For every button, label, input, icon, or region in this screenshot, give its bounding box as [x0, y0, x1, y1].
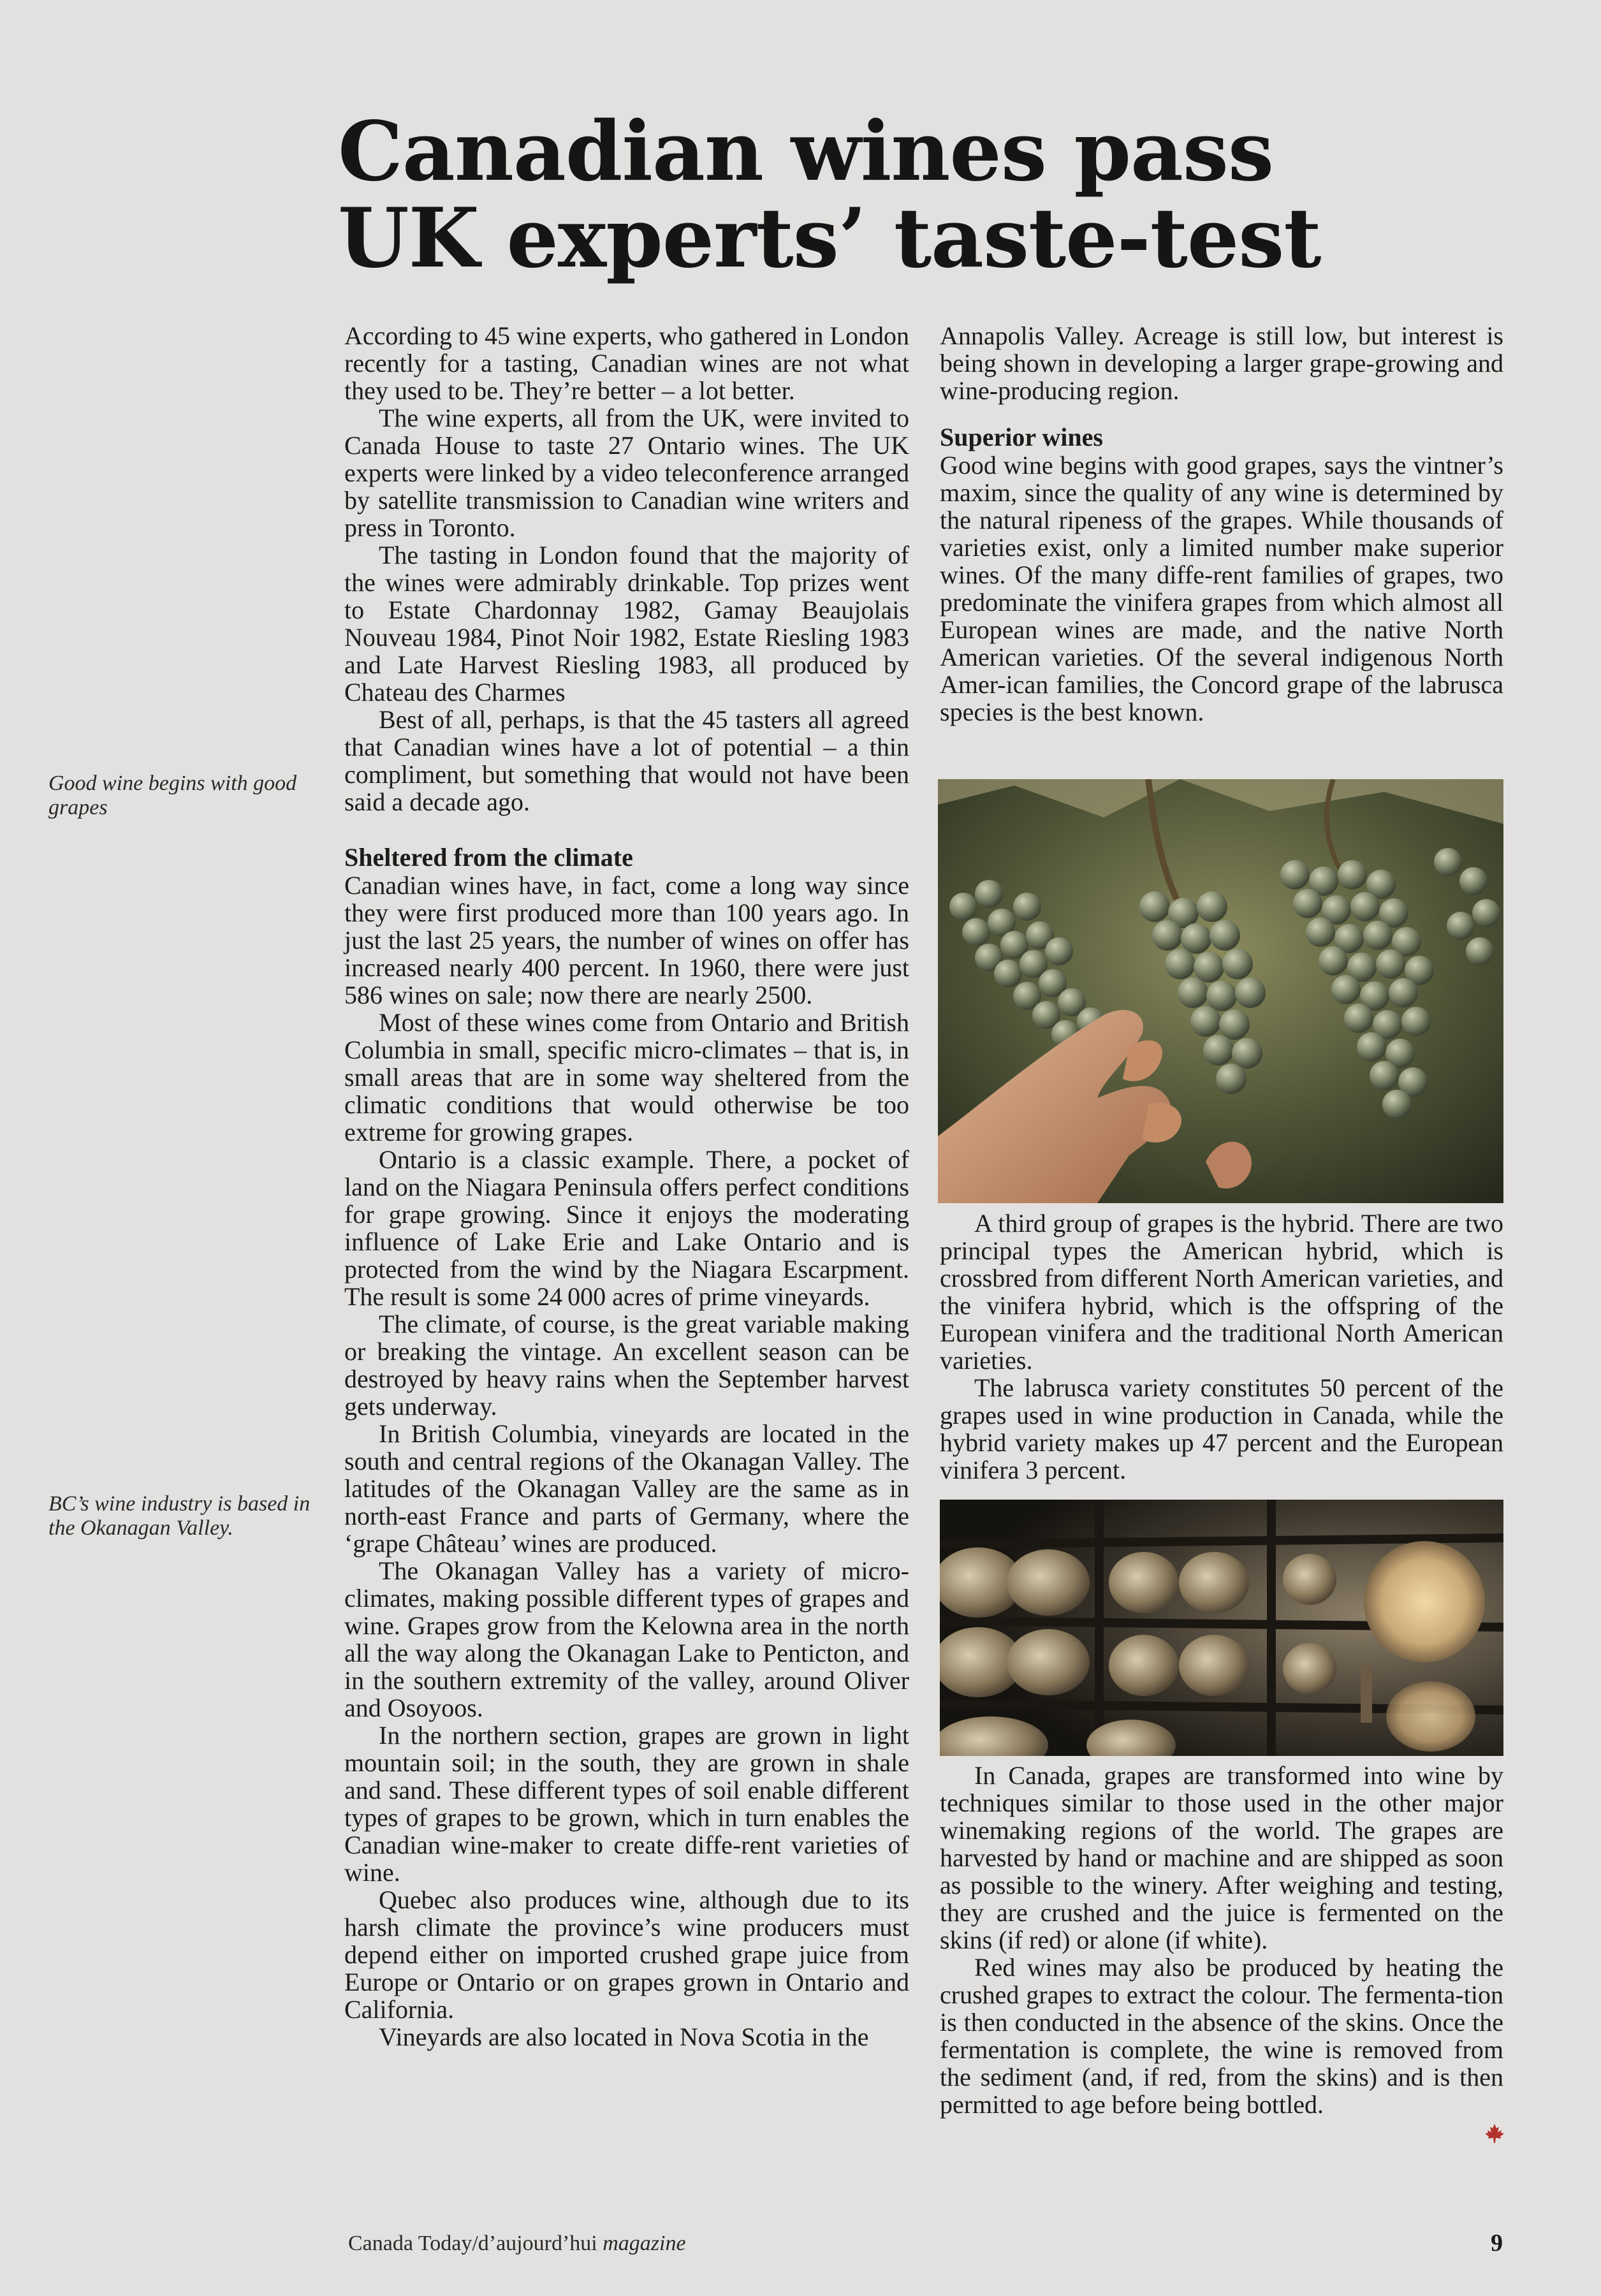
grapes-photo [938, 779, 1503, 1203]
page-number: 9 [1491, 2230, 1503, 2256]
maple-leaf-icon [1484, 2123, 1505, 2147]
paragraph: The labrusca variety constitutes 50 percent of the grapes used in wine production in Canada, while the hybrid variety makes up 47 percent and the European vinifera 3 percent. [940, 1373, 1503, 1484]
paragraph: The wine experts, all from the UK, were invited to Canada House to taste 27 Ontario wines. The UK experts were linked by a video teleconference arranged by satellite transmission to Canadian wine writers and press in Toronto. [344, 404, 909, 542]
paragraph: In British Columbia, vineyards are located in the south and central regions of the Okanagan Valley. The latitudes of the Okanagan Valley are the same as in north-east France and parts of Germany, where the ‘grape Château’ wines are produced. [344, 1419, 909, 1558]
paragraph: Canadian wines have, in fact, come a long way since they were first produced more than 100 years ago. In just the last 25 years, the number of wines on offer has increased nearly 400 percent. In 1960, there were just 586 wines on sale; now there are nearly 2500. [344, 871, 909, 1009]
paragraph: A third group of grapes is the hybrid. There are two principal types the American hybrid, which is crossbred from different North American varieties, and the vinifera hybrid, which is the offspring of the European vinifera and the traditional North American varieties. [940, 1209, 1503, 1375]
margin-note-grapes: Good wine begins with good grapes [48, 771, 297, 819]
section-heading-superior: Superior wines [940, 423, 1103, 451]
paragraph: Most of these wines come from Ontario and British Columbia in small, specific micro-climates – that is, in small areas that are in some way sheltered from the climatic conditions that would otherwise be too extreme for growing grapes. [344, 1008, 909, 1146]
article-column-2-top [940, 322, 1503, 726]
paragraph: In the northern section, grapes are grown in light mountain soil; in the south, they are grown in shale and sand. These different types of soil enable different types of grapes to be grown, which in turn enables the Canadian wine-maker to create diffe-rent varieties of wine. [344, 1721, 909, 1887]
publication-footer [348, 2232, 686, 2256]
paragraph: Red wines may also be produced by heating the crushed grapes to extract the colour. The fermenta-tion is then conducted in the absence of the skins. Once the fermentation is complete, the wine is removed from the sediment (and, if red, from the skins) and is then permitted to age before being bottled. [940, 1953, 1503, 2119]
publication-suffix: magazine [603, 2232, 686, 2255]
paragraph: Vineyards are also located in Nova Scotia in the [379, 2022, 869, 2051]
title-line-2: UK experts’ taste-test [338, 191, 1321, 286]
paragraph: The climate, of course, is the great variable making or breaking the vintage. An excellent season can be destroyed by heavy rains when the September harvest gets underway. [344, 1310, 909, 1421]
article-column-2-bottom [940, 1762, 1503, 2118]
paragraph: Annapolis Valley. Acreage is still low, but interest is being shown in developing a larger grape-growing and wine-producing region. [940, 321, 1503, 405]
paragraph: Quebec also produces wine, although due to its harsh climate the province’s wine producers must depend either on imported crushed grape juice from Europe or Ontario or on grapes grown in Ontario and California. [344, 1885, 909, 2024]
title-line-1: Canadian wines pass [338, 104, 1273, 200]
paragraph: Ontario is a classic example. There, a pocket of land on the Niagara Peninsula offers perfect conditions for grape growing. Since it enjoys the moderating influence of Lake Erie and Lake Ontario and is protected from the wind by the Niagara Escarpment. The result is some 24 000 acres of prime vineyards. [344, 1145, 909, 1311]
publication-name: Canada Today/d’aujourd’hui [348, 2232, 597, 2255]
paragraph: In Canada, grapes are transformed into wine by techniques similar to those used in the other major winemaking regions of the world. The grapes are harvested by hand or machine and are shipped as soon as possible to the winery. After weighing and testing, they are crushed and the juice is fermented on the skins (if red) or alone (if white). [940, 1761, 1503, 1954]
wine-cellar-photo [940, 1500, 1503, 1756]
article-column-1 [344, 322, 909, 2051]
article-column-2-middle [940, 1210, 1503, 1484]
paragraph: According to 45 wine experts, who gathered in London recently for a tasting, Canadian wines are not what they used to be. They’re better – a lot better. [344, 321, 909, 405]
paragraph: The tasting in London found that the majority of the wines were admirably drinkable. Top prizes went to Estate Chardonnay 1982, Gamay Beaujolais Nouveau 1984, Pinot Noir 1982, Estate Riesling 1983 and Late Harvest Riesling 1983, all produced by Chateau des Charmes [344, 541, 909, 706]
article-title [338, 104, 1549, 286]
section-heading-sheltered: Sheltered from the climate [344, 843, 633, 872]
paragraph: Best of all, perhaps, is that the 45 tasters all agreed that Canadian wines have a lot of potential – a thin compliment, but something that would not have been said a decade ago. [344, 705, 909, 816]
paragraph: The Okanagan Valley has a variety of micro-climates, making possible different types of grapes and wine. Grapes grow from the Kelowna area in the north all the way along the Okanagan Lake to Penticton, and in the southern extremity of the valley, around Oliver and Osoyoos. [344, 1556, 909, 1722]
margin-note-okanagan: BC’s wine industry is based in the Okanagan Valley. [48, 1492, 311, 1540]
paragraph: Good wine begins with good grapes, says the vintner’s maxim, since the quality of any wine is determined by the natural ripeness of the grapes. While thousands of varieties exist, only a limited number make superior wines. Of the many diffe-rent families of grapes, two predominate the vinifera grapes from which almost all European wines are made, and the native North American varieties. Of the several indigenous North Amer-ican families, the Concord grape of the labrusca species is the best known. [940, 451, 1503, 726]
